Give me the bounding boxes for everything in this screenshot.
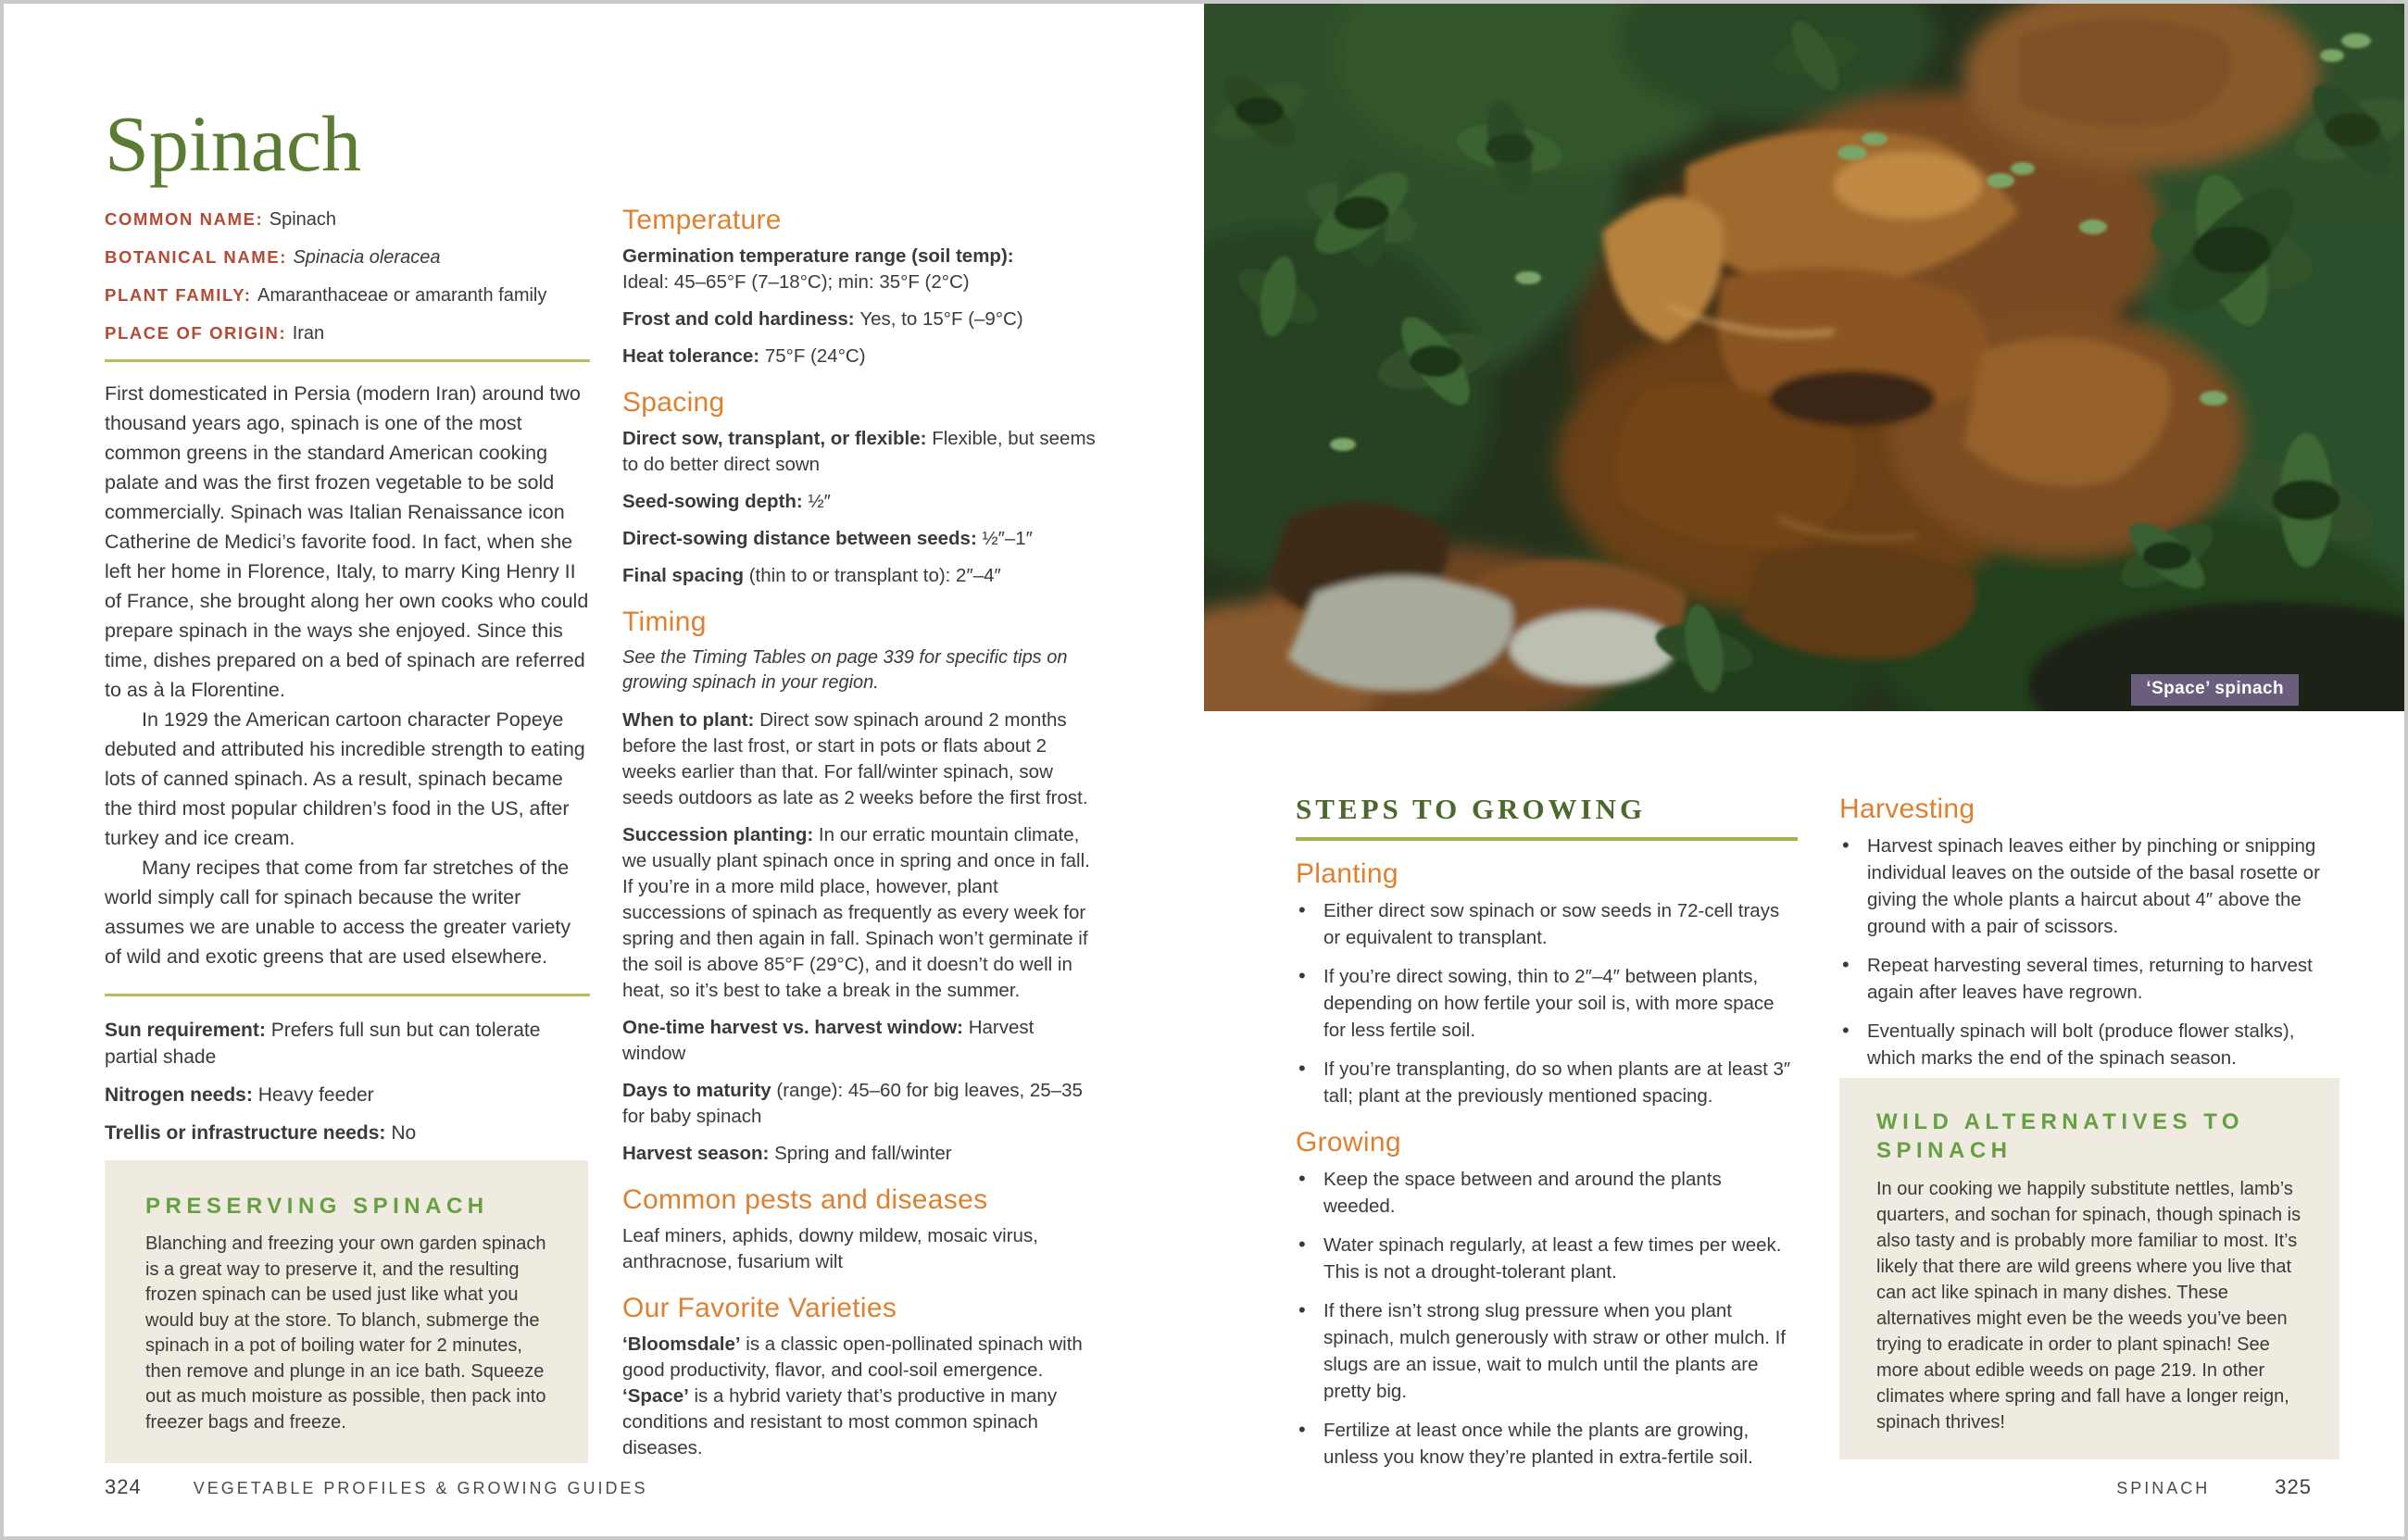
list-item: • Water spinach regularly, at least a few times per week. This is not a drought-tolerant plant. — [1296, 1232, 1798, 1285]
profile-list — [105, 207, 590, 345]
list-item: • If you’re direct sowing, thin to 2″–4″ between plants, depending on how fertile your soil is, with more space for less fertile soil. — [1296, 963, 1798, 1044]
wild-alternatives-box — [1839, 1078, 2339, 1459]
photo-caption: ‘Space’ spinach — [2131, 674, 2299, 706]
growing-list — [1296, 1166, 1798, 1471]
timing-note: See the Timing Tables on page 339 for specific tips on growing spinach in your region. — [622, 647, 1068, 693]
intro-paragraph: In 1929 the American cartoon character Popeye debuted and attributed his incredible strength to eating lots of canned spinach. As a result, spinach became the third most popular children’s food in the US, after turkey and ice cream. — [105, 708, 585, 849]
planting-list — [1296, 897, 1798, 1109]
spinach-photo-illustration — [1204, 0, 2408, 711]
running-head-left: VEGETABLE PROFILES & GROWING GUIDES — [193, 1479, 648, 1497]
field: Days to maturity (range): 45–60 for big leaves, 25–35 for baby spinach — [622, 1080, 1083, 1127]
divider — [105, 359, 590, 362]
preserving-box — [105, 1160, 588, 1463]
preserving-heading: PRESERVING SPINACH — [145, 1194, 489, 1219]
section-heading-spacing: Spacing — [622, 387, 725, 418]
steps-column — [1296, 793, 1798, 1483]
field: Heat tolerance: 75°F (24°C) — [622, 345, 866, 367]
wild-alternatives-body: In our cooking we happily substitute nettles, lamb’s quarters, and sochan for spinach, though spinach is also tasty and is probably more familiar to most. It’s likely that there are wild greens where you live that can act like spinach in many dishes. These alternatives might even be the weeds you’ve been trying to eradicate in order to plant spinach! See more about edible weeds on page 219. In other climates where spring and fall have a longer reign, spinach thrives! — [1876, 1179, 2301, 1433]
list-item: • Either direct sow spinach or sow seeds in 72-cell trays or equivalent to transplant. — [1296, 897, 1798, 951]
profile-field: BOTANICAL NAME: Spinacia oleracea — [105, 247, 441, 268]
preserving-body: Blanching and freezing your own garden spinach is a great way to preserve it, and the resulting frozen spinach can be used just like what you would buy at the store. To blanch, submerge the spinach in a pot of boiling water for 2 minutes, then remove and plunge in an ice bath. Squeeze out as much moisture as possible, then pack into freezer bags and freeze. — [145, 1233, 546, 1433]
page-number-right: 325 — [2275, 1475, 2312, 1498]
section-heading-growing: Growing — [1296, 1127, 1401, 1158]
profile-field: PLACE OF ORIGIN: Iran — [105, 323, 325, 344]
intro-paragraph: First domesticated in Persia (modern Iran) around two thousand years ago, spinach is one of the most common greens in the standard American cooking palate and was the first frozen vegetable to be sold commercially. Spinach was Italian Renaissance icon Catherine de Medici’s favorite food. In fact, when she left her home in Florence, Italy, to marry King Henry II of France, she brought along her own cooks who could prepare spinach in the ways she enjoyed. Since this time, dishes prepared on a bed of spinach are referred to as à la Florentine. — [105, 382, 589, 701]
wild-alternatives-heading: WILD ALTERNATIVES TO SPINACH — [1876, 1109, 2245, 1163]
section-heading-pests: Common pests and diseases — [622, 1184, 988, 1215]
spinach-photo — [1204, 0, 2408, 711]
middle-column — [622, 204, 1100, 1472]
divider — [105, 994, 590, 996]
steps-underline — [1296, 837, 1798, 841]
steps-heading: STEPS TO GROWING — [1296, 793, 1647, 825]
section-heading-timing: Timing — [622, 607, 707, 637]
field: Frost and cold hardiness: Yes, to 15°F (–9°C) — [622, 308, 1023, 330]
field: Final spacing (thin to or transplant to): 2″–4″ — [622, 565, 1001, 586]
list-item: • Harvest spinach leaves either by pinching or snipping individual leaves on the outside of the basal rosette or giving the whole plants a haircut about 4″ above the ground with a pair of scissors. — [1839, 833, 2339, 940]
list-item: • If you’re transplanting, do so when plants are at least 3″ tall; plant at the previously mentioned spacing. — [1296, 1056, 1798, 1109]
footer-left — [105, 1475, 647, 1499]
field: Direct sow, transplant, or flexible: Flexible, but seems to do better direct sown — [622, 428, 1096, 475]
section-heading-temperature: Temperature — [622, 205, 782, 235]
section-heading-planting: Planting — [1296, 858, 1398, 889]
field: One-time harvest vs. harvest window: Harvest window — [622, 1017, 1035, 1064]
harvesting-column — [1839, 793, 2339, 1083]
page-title: Spinach — [105, 99, 362, 188]
field: When to plant: Direct sow spinach around 2 months before the last frost, or start in pots or flats about 2 weeks earlier than that. For fall/winter spinach, sow seeds outdoors as late as 2 weeks before the first frost. — [622, 709, 1088, 808]
list-item: • Eventually spinach will bolt (produce flower stalks), which marks the end of the spinach season. — [1839, 1018, 2339, 1071]
running-head-right: SPINACH — [2116, 1479, 2211, 1497]
requirement-field: Sun requirement: Prefers full sun but can tolerate partial shade — [105, 1020, 541, 1068]
field: Harvest season: Spring and fall/winter — [622, 1143, 952, 1164]
requirement-field: Trellis or infrastructure needs: No — [105, 1122, 417, 1144]
left-column — [105, 99, 590, 1158]
harvesting-list — [1839, 833, 2339, 1071]
list-item: • Fertilize at least once while the plants are growing, unless you know they’re planted in extra-fertile soil. — [1296, 1417, 1798, 1471]
list-item: • Repeat harvesting several times, returning to harvest again after leaves have regrown. — [1839, 952, 2339, 1006]
field: Direct-sowing distance between seeds: ½″–1″ — [622, 528, 1033, 549]
list-item: • If there isn’t strong slug pressure when you plant spinach, mulch generously with straw or other mulch. If slugs are an issue, wait to mulch until the plants are pretty big. — [1296, 1297, 1798, 1405]
requirement-field: Nitrogen needs: Heavy feeder — [105, 1084, 374, 1106]
section-heading-harvesting: Harvesting — [1839, 794, 1975, 824]
page-number-left: 324 — [105, 1475, 142, 1498]
profile-field: PLANT FAMILY: Amaranthaceae or amaranth family — [105, 285, 547, 306]
pests-body: Leaf miners, aphids, downy mildew, mosaic virus, anthracnose, fusarium wilt — [622, 1225, 1038, 1272]
profile-field: COMMON NAME: Spinach — [105, 209, 337, 230]
field: Succession planting: In our erratic mountain climate, we usually plant spinach once in spring and once in fall. If you’re in a more mild place, however, plant successions of spinach as frequently as every week for spring and then again in fall. Spinach won’t germinate if the soil is above 85°F (29°C), and it doesn’t do well in heat, so it’s best to take a break in the summer. — [622, 824, 1090, 1001]
field: Seed-sowing depth: ½″ — [622, 491, 831, 512]
list-item: • Keep the space between and around the plants weeded. — [1296, 1166, 1798, 1220]
section-heading-varieties: Our Favorite Varieties — [622, 1293, 897, 1323]
varieties-body: ‘Bloomsdale’ is a classic open-pollinated spinach with good productivity, flavor, and cool-soil emergence. ‘Space’ is a hybrid variety that’s productive in many conditions and resistant to most common spinach diseases. — [622, 1333, 1083, 1459]
intro-paragraph: Many recipes that come from far stretches of the world simply call for spinach because the writer assumes we are unable to access the greater variety of wild and exotic greens that are used elsewhere. — [105, 857, 571, 968]
footer-right — [2116, 1475, 2312, 1499]
field: Germination temperature range (soil temp): Ideal: 45–65°F (7–18°C); min: 35°F (2°C) — [622, 245, 1014, 293]
